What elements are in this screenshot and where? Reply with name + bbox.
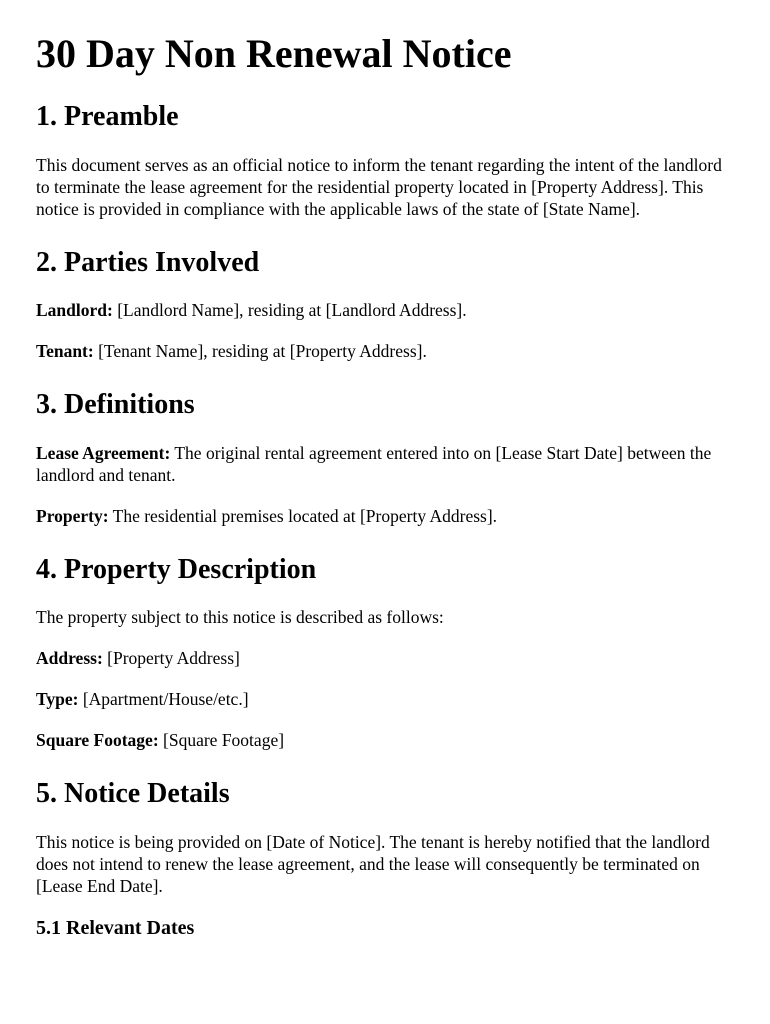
square-footage-value: [Square Footage] [158,730,285,751]
property-type-value: [Apartment/House/etc.] [78,689,249,710]
landlord-line [36,299,734,321]
property-description-intro: The property subject to this notice is described as follows: [36,607,444,628]
section-heading-preamble: 1. Preamble [36,101,179,132]
section-heading-notice-details: 5. Notice Details [36,778,230,810]
square-footage-label: Square Footage: [36,730,159,751]
property-address-value: [Property Address] [102,648,240,669]
section-heading-definitions: 3. Definitions [36,389,195,421]
property-address-label: Address: [36,648,103,669]
property-address-line [36,647,734,669]
property-type-label: Type: [36,689,79,710]
section-property-description [36,553,734,752]
property-text: The residential premises located at [Property Address]. [108,505,498,526]
subsection-heading-relevant-dates: 5.1 Relevant Dates [36,916,195,939]
section-heading-property-description: 4. Property Description [36,553,317,585]
tenant-text: [Tenant Name], residing at [Property Address]. [93,341,427,362]
landlord-text: [Landlord Name], residing at [Landlord Address]. [112,300,467,321]
property-definition [36,505,734,527]
property-label: Property: [36,505,109,526]
lease-agreement-text: The original rental agreement entered into on [Lease Start Date] between the landlord and tenant. [36,442,712,485]
landlord-label: Landlord: [36,300,113,321]
notice-details-paragraph: This notice is being provided on [Date of Notice]. The tenant is hereby notified that the landlord does not intend to renew the lease agreement, and the lease will consequently be terminated on [Lease End Date]. [36,831,710,896]
document-title: 30 Day Non Renewal Notice [36,31,512,76]
section-preamble [36,100,734,220]
section-definitions [36,388,734,527]
property-type-line [36,688,734,710]
section-parties [36,246,734,363]
square-footage-line [36,729,734,751]
section-notice-details [36,777,734,940]
tenant-label: Tenant: [36,341,94,362]
lease-agreement-label: Lease Agreement: [36,442,171,463]
preamble-paragraph: This document serves as an official notice to inform the tenant regarding the intent of the landlord to terminate the lease agreement for the residential property located in [Property Address]. This notice is provided in compliance with the applicable laws of the state of [State Name]. [36,154,722,219]
section-heading-parties: 2. Parties Involved [36,246,260,278]
tenant-line [36,340,734,362]
lease-agreement-definition [36,442,734,486]
